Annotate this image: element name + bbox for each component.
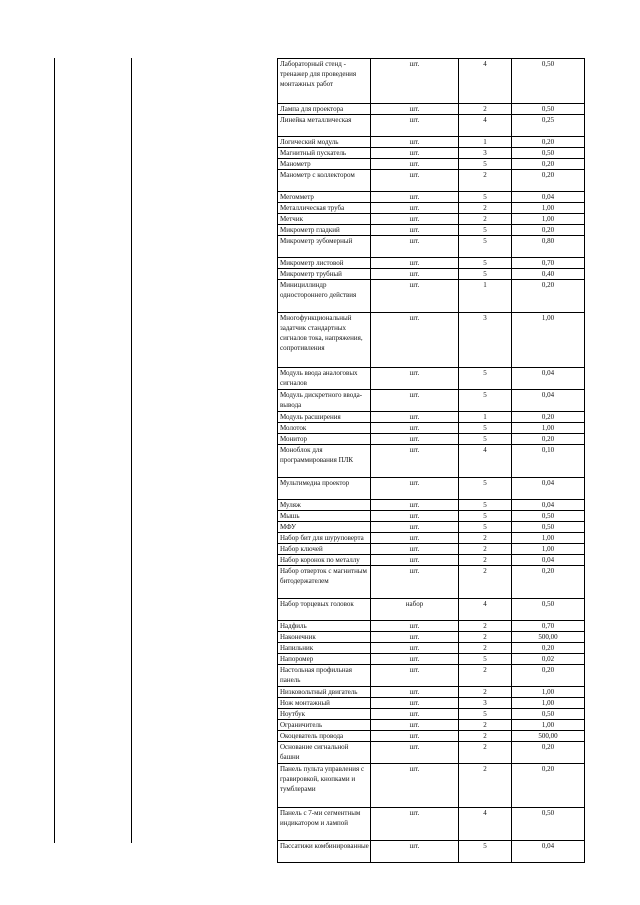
quantity-cell: 2: [459, 720, 512, 731]
item-name-cell: Минициллиндр одностороннего действия: [278, 280, 371, 313]
table-row: [278, 500, 585, 511]
item-name-cell: Магнитный пускатель: [278, 148, 371, 159]
unit-cell: шт.: [371, 500, 459, 511]
norm-cell: 0,40: [512, 269, 585, 280]
quantity-cell: 2: [459, 764, 512, 808]
unit-cell: шт.: [371, 555, 459, 566]
quantity-cell: 2: [459, 632, 512, 643]
norm-cell: 0,50: [512, 104, 585, 115]
quantity-cell: 5: [459, 434, 512, 445]
quantity-cell: 3: [459, 148, 512, 159]
quantity-cell: 2: [459, 665, 512, 687]
table-row: [278, 478, 585, 500]
norm-cell: 0,50: [512, 808, 585, 841]
item-name-cell: Надфиль: [278, 621, 371, 632]
quantity-cell: 5: [459, 159, 512, 170]
unit-cell: шт.: [371, 709, 459, 720]
unit-cell: шт.: [371, 643, 459, 654]
table-row: [278, 225, 585, 236]
unit-cell: шт.: [371, 423, 459, 434]
norm-cell: 0,20: [512, 412, 585, 423]
item-name-cell: Нож монтажный: [278, 698, 371, 709]
norm-cell: 0,20: [512, 170, 585, 192]
table-row: [278, 313, 585, 368]
table-row: [278, 742, 585, 764]
table-row: [278, 368, 585, 390]
norm-cell: 1,00: [512, 544, 585, 555]
unit-cell: шт.: [371, 170, 459, 192]
quantity-cell: 5: [459, 500, 512, 511]
table-row: [278, 192, 585, 203]
unit-cell: шт.: [371, 258, 459, 269]
item-name-cell: Мультимедиа проектор: [278, 478, 371, 500]
norm-cell: 0,04: [512, 500, 585, 511]
item-name-cell: Ограничитель: [278, 720, 371, 731]
item-name-cell: Набор отверток с магнитным битодержателем: [278, 566, 371, 599]
norm-cell: 0,20: [512, 665, 585, 687]
quantity-cell: 4: [459, 445, 512, 478]
unit-cell: шт.: [371, 269, 459, 280]
item-name-cell: Металлическая труба: [278, 203, 371, 214]
unit-cell: шт.: [371, 687, 459, 698]
item-name-cell: Мышь: [278, 511, 371, 522]
quantity-cell: 1: [459, 412, 512, 423]
quantity-cell: 2: [459, 170, 512, 192]
unit-cell: шт.: [371, 192, 459, 203]
item-name-cell: Модуль расширения: [278, 412, 371, 423]
unit-cell: шт.: [371, 280, 459, 313]
quantity-cell: 2: [459, 731, 512, 742]
unit-cell: шт.: [371, 445, 459, 478]
table-row: [278, 687, 585, 698]
table-row: [278, 599, 585, 621]
item-name-cell: Манометр с коллектором: [278, 170, 371, 192]
unit-cell: шт.: [371, 115, 459, 137]
item-name-cell: Манометр: [278, 159, 371, 170]
quantity-cell: 2: [459, 544, 512, 555]
quantity-cell: 3: [459, 313, 512, 368]
norm-cell: 1,00: [512, 533, 585, 544]
unit-cell: шт.: [371, 698, 459, 709]
quantity-cell: 2: [459, 566, 512, 599]
table-row: [278, 390, 585, 412]
unit-cell: шт.: [371, 511, 459, 522]
unit-cell: шт.: [371, 137, 459, 148]
unit-cell: шт.: [371, 764, 459, 808]
quantity-cell: 2: [459, 214, 512, 225]
norm-cell: 0,10: [512, 445, 585, 478]
unit-cell: шт.: [371, 522, 459, 533]
table-row: [278, 434, 585, 445]
left-margin-line: [54, 58, 55, 843]
quantity-cell: 4: [459, 808, 512, 841]
norm-cell: 0,50: [512, 148, 585, 159]
table-row: [278, 170, 585, 192]
table-row: [278, 522, 585, 533]
unit-cell: шт.: [371, 368, 459, 390]
unit-cell: шт.: [371, 808, 459, 841]
unit-cell: шт.: [371, 225, 459, 236]
unit-cell: шт.: [371, 533, 459, 544]
table-row: [278, 621, 585, 632]
table-row: [278, 236, 585, 258]
norm-cell: 0,20: [512, 742, 585, 764]
table-row: [278, 841, 585, 863]
unit-cell: шт.: [371, 236, 459, 258]
quantity-cell: 5: [459, 236, 512, 258]
norm-cell: 0,50: [512, 522, 585, 533]
norm-cell: 0,70: [512, 621, 585, 632]
item-name-cell: Логический модуль: [278, 137, 371, 148]
item-name-cell: Основание сигнальной башни: [278, 742, 371, 764]
unit-cell: шт.: [371, 104, 459, 115]
norm-cell: 0,20: [512, 434, 585, 445]
quantity-cell: 5: [459, 511, 512, 522]
item-name-cell: Лампа для проектора: [278, 104, 371, 115]
unit-cell: шт.: [371, 203, 459, 214]
table-row: [278, 632, 585, 643]
quantity-cell: 5: [459, 258, 512, 269]
item-name-cell: Модуль ввода аналоговых сигналов: [278, 368, 371, 390]
norm-cell: 0,04: [512, 390, 585, 412]
item-name-cell: Набор ключей: [278, 544, 371, 555]
item-name-cell: Настольная профильная панель: [278, 665, 371, 687]
quantity-cell: 3: [459, 698, 512, 709]
item-name-cell: Набор коронок по металлу: [278, 555, 371, 566]
norm-cell: 1,00: [512, 720, 585, 731]
item-name-cell: Микрометр зубомерный: [278, 236, 371, 258]
quantity-cell: 4: [459, 599, 512, 621]
norm-cell: 0,20: [512, 764, 585, 808]
norm-cell: 0,02: [512, 654, 585, 665]
table-row: [278, 566, 585, 599]
unit-cell: шт.: [371, 621, 459, 632]
norm-cell: 0,04: [512, 192, 585, 203]
quantity-cell: 4: [459, 115, 512, 137]
table-row: [278, 764, 585, 808]
table-row: [278, 654, 585, 665]
item-name-cell: Пассатижи комбинированные: [278, 841, 371, 863]
table-row: [278, 115, 585, 137]
table-row: [278, 709, 585, 720]
norm-cell: 1,00: [512, 214, 585, 225]
table-row: [278, 59, 585, 104]
table-row: [278, 533, 585, 544]
table-row: [278, 808, 585, 841]
norm-cell: 500,00: [512, 731, 585, 742]
norm-cell: 0,04: [512, 368, 585, 390]
item-name-cell: Окоцеватель провода: [278, 731, 371, 742]
unit-cell: шт.: [371, 148, 459, 159]
unit-cell: шт.: [371, 665, 459, 687]
quantity-cell: 5: [459, 269, 512, 280]
quantity-cell: 2: [459, 203, 512, 214]
norm-cell: 0,50: [512, 709, 585, 720]
table-row: [278, 555, 585, 566]
norm-cell: 0,25: [512, 115, 585, 137]
norm-cell: 500,00: [512, 632, 585, 643]
table-row: [278, 698, 585, 709]
quantity-cell: 5: [459, 192, 512, 203]
quantity-cell: 4: [459, 59, 512, 104]
item-name-cell: Панель с 7-ми сегментным индикатором и лампой: [278, 808, 371, 841]
item-name-cell: Напильник: [278, 643, 371, 654]
unit-cell: шт.: [371, 841, 459, 863]
item-name-cell: Набор торцевых головок: [278, 599, 371, 621]
unit-cell: шт.: [371, 632, 459, 643]
unit-cell: шт.: [371, 544, 459, 555]
norm-cell: 1,00: [512, 687, 585, 698]
norm-cell: 0,80: [512, 236, 585, 258]
item-name-cell: Монитор: [278, 434, 371, 445]
item-name-cell: Метчик: [278, 214, 371, 225]
table-row: [278, 643, 585, 654]
unit-cell: шт.: [371, 478, 459, 500]
column-divider-line: [131, 58, 132, 843]
table-row: [278, 720, 585, 731]
item-name-cell: Моноблок для программирования ПЛК: [278, 445, 371, 478]
quantity-cell: 5: [459, 654, 512, 665]
norm-cell: 0,20: [512, 566, 585, 599]
unit-cell: шт.: [371, 566, 459, 599]
table-row: [278, 148, 585, 159]
unit-cell: набор: [371, 599, 459, 621]
table-row: [278, 412, 585, 423]
quantity-cell: 1: [459, 280, 512, 313]
item-name-cell: Линейка металлическая: [278, 115, 371, 137]
quantity-cell: 5: [459, 522, 512, 533]
norm-cell: 0,20: [512, 280, 585, 313]
equipment-table: [277, 58, 585, 863]
norm-cell: 0,04: [512, 555, 585, 566]
unit-cell: шт.: [371, 731, 459, 742]
item-name-cell: Наконечник: [278, 632, 371, 643]
table-row: [278, 269, 585, 280]
unit-cell: шт.: [371, 159, 459, 170]
quantity-cell: 2: [459, 104, 512, 115]
item-name-cell: Микрометр гладкий: [278, 225, 371, 236]
quantity-cell: 5: [459, 390, 512, 412]
table-row: [278, 214, 585, 225]
norm-cell: 1,00: [512, 423, 585, 434]
quantity-cell: 2: [459, 533, 512, 544]
quantity-cell: 2: [459, 687, 512, 698]
table-row: [278, 258, 585, 269]
quantity-cell: 5: [459, 225, 512, 236]
norm-cell: 0,50: [512, 511, 585, 522]
quantity-cell: 5: [459, 423, 512, 434]
norm-cell: 0,50: [512, 59, 585, 104]
table-row: [278, 544, 585, 555]
unit-cell: шт.: [371, 313, 459, 368]
item-name-cell: Микрометр листовой: [278, 258, 371, 269]
unit-cell: шт.: [371, 434, 459, 445]
table-row: [278, 731, 585, 742]
quantity-cell: 2: [459, 621, 512, 632]
norm-cell: 1,00: [512, 698, 585, 709]
norm-cell: 1,00: [512, 203, 585, 214]
unit-cell: шт.: [371, 214, 459, 225]
table-row: [278, 423, 585, 434]
norm-cell: 0,70: [512, 258, 585, 269]
unit-cell: шт.: [371, 59, 459, 104]
table-row: [278, 445, 585, 478]
item-name-cell: Низковольтный двигатель: [278, 687, 371, 698]
norm-cell: 0,04: [512, 478, 585, 500]
item-name-cell: Модуль дискретного ввода-вывода: [278, 390, 371, 412]
equipment-table-body: [278, 59, 585, 863]
item-name-cell: Молоток: [278, 423, 371, 434]
table-row: [278, 511, 585, 522]
norm-cell: 0,50: [512, 599, 585, 621]
quantity-cell: 5: [459, 478, 512, 500]
quantity-cell: 2: [459, 742, 512, 764]
table-row: [278, 665, 585, 687]
item-name-cell: Панель пульта управления с гравировкой, кнопками и тумблерами: [278, 764, 371, 808]
quantity-cell: 2: [459, 643, 512, 654]
norm-cell: 0,04: [512, 841, 585, 863]
item-name-cell: Многофункциональный задатчик стандартных сигналов тока, напряжения, сопротивления: [278, 313, 371, 368]
item-name-cell: Мегомметр: [278, 192, 371, 203]
unit-cell: шт.: [371, 390, 459, 412]
unit-cell: шт.: [371, 720, 459, 731]
unit-cell: шт.: [371, 412, 459, 423]
item-name-cell: Набор бит для шуруповерта: [278, 533, 371, 544]
quantity-cell: 1: [459, 137, 512, 148]
norm-cell: 1,00: [512, 313, 585, 368]
table-row: [278, 159, 585, 170]
quantity-cell: 5: [459, 368, 512, 390]
norm-cell: 0,20: [512, 159, 585, 170]
table-row: [278, 280, 585, 313]
norm-cell: 0,20: [512, 225, 585, 236]
item-name-cell: Ноутбук: [278, 709, 371, 720]
item-name-cell: Муляж: [278, 500, 371, 511]
item-name-cell: МФУ: [278, 522, 371, 533]
unit-cell: шт.: [371, 654, 459, 665]
norm-cell: 0,20: [512, 137, 585, 148]
table-row: [278, 104, 585, 115]
table-row: [278, 137, 585, 148]
norm-cell: 0,20: [512, 643, 585, 654]
quantity-cell: 5: [459, 709, 512, 720]
quantity-cell: 5: [459, 841, 512, 863]
item-name-cell: Напоромер: [278, 654, 371, 665]
unit-cell: шт.: [371, 742, 459, 764]
item-name-cell: Лабораторный стенд - тренажер для проведения монтажных работ: [278, 59, 371, 104]
table-row: [278, 203, 585, 214]
item-name-cell: Микрометр трубный: [278, 269, 371, 280]
quantity-cell: 2: [459, 555, 512, 566]
